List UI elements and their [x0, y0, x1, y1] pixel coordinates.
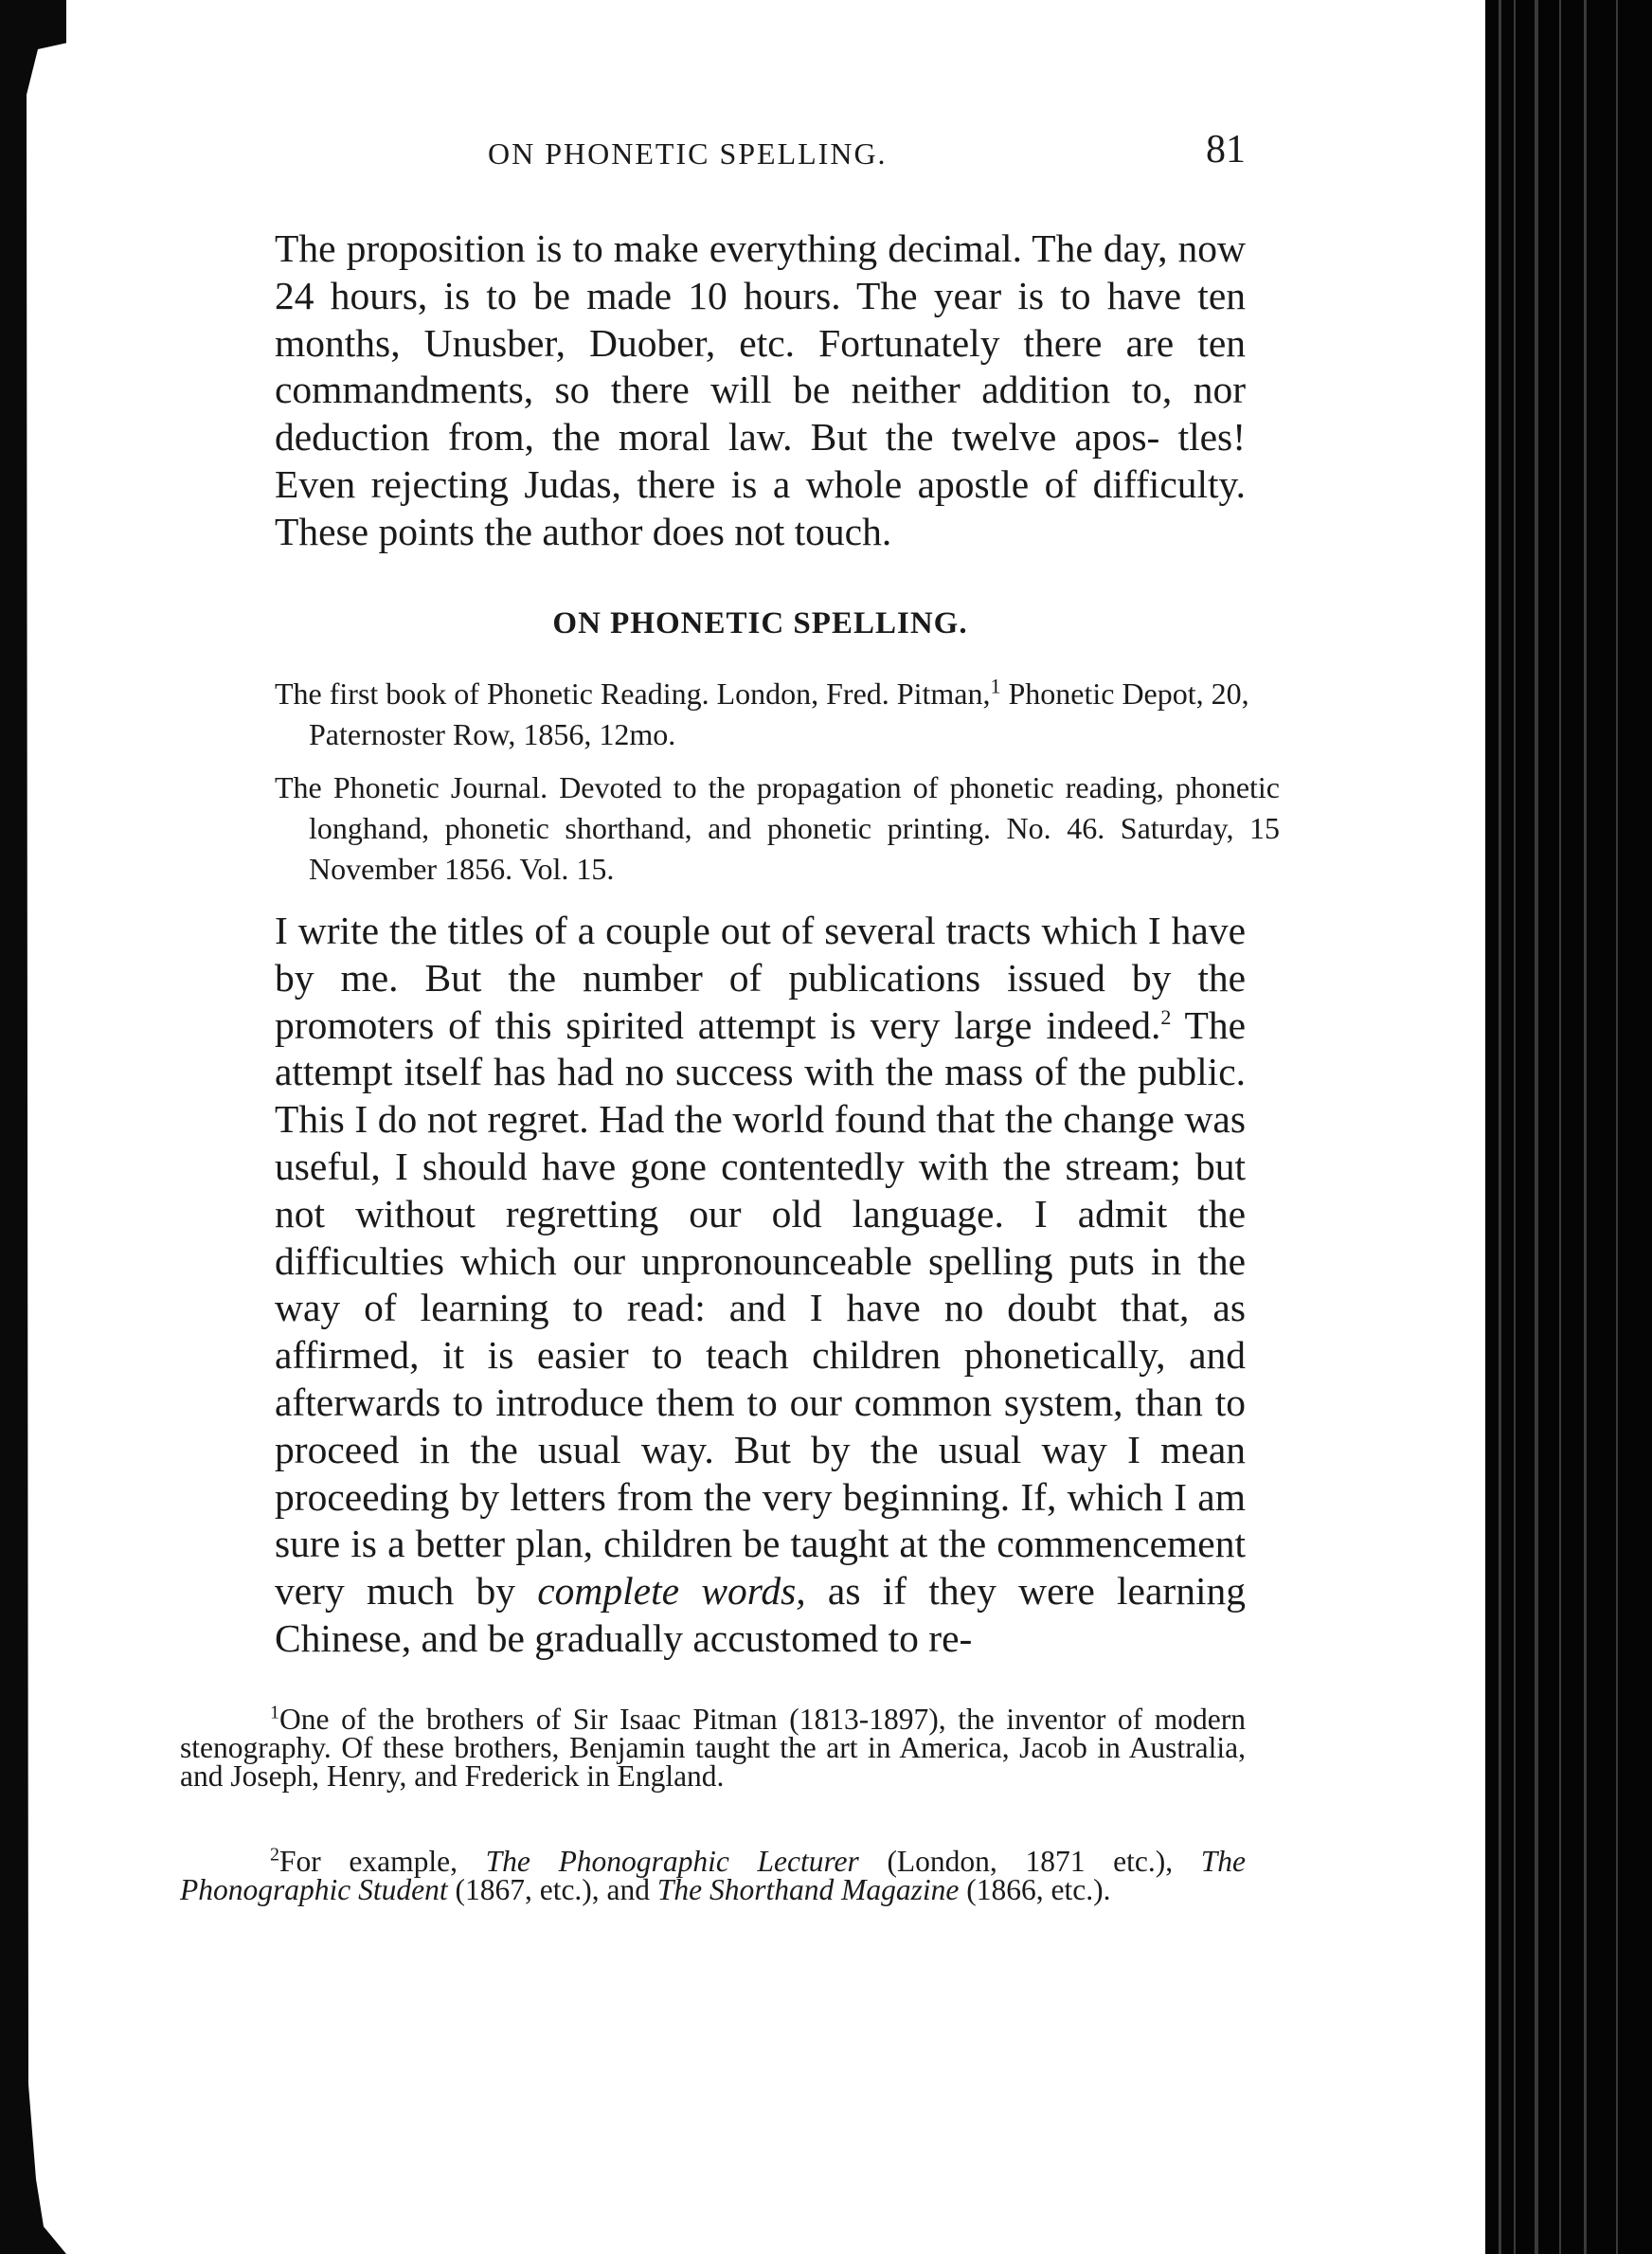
- text-line: the promoters of this spirited attempt is very large indeed.: [275, 955, 1247, 1047]
- text-line: were learning Chinese, and be gradually accustomed to re-: [275, 1569, 1246, 1660]
- footnote-mark: 2: [270, 1844, 279, 1866]
- footnote: $^1$One of the brothers of Sir Isaac Pitman (1813-1897), the inventor of modern stenography. Of these brothers, Benjamin taught the art in America, Jacob in Australia, and Joseph, Henry, and Frederick in England.: [180, 1702, 1246, 1793]
- text-line: The attempt itself has had no success with the mass of the: [275, 1002, 1246, 1094]
- section-title: ON PHONETIC SPELLING.: [552, 606, 968, 640]
- footnote-ref: 2: [1160, 1004, 1172, 1029]
- bibliography-entry: The Phonetic Journal. Devoted to the propagation of phonetic reading, phonetic longhand, phonetic shorthand, and phonetic printing. No. 46. Saturday, 15 November 1856. Vol. 15.: [275, 770, 1280, 886]
- cited-title: The Phonographic Lecturer: [485, 1845, 859, 1878]
- emphasized-text: complete words,: [537, 1569, 806, 1614]
- text-line: tles! Even rejecting Judas, there is a whole apostle of: [275, 415, 1247, 506]
- text-line: the change was useful, I should have gone contentedly with: [275, 1097, 1246, 1188]
- bibliography-entry: The first book of Phonetic Reading. London, Fred. Pitman,$^1$ Phonetic Depot, 20, Paternoster Row, 1856, 12mo.: [275, 674, 1249, 751]
- continuation-paragraph: [275, 225, 1246, 556]
- text-line: I mean proceeding by letters from the very beginning. If,: [275, 1427, 1246, 1519]
- footnote-mark: 1: [270, 1702, 279, 1723]
- text-line: that, as affirmed, it is easier to teach children phonetically,: [275, 1286, 1246, 1378]
- text-line: are ten commandments, so there will be neither addition to,: [275, 320, 1246, 412]
- text-line: I admit the difficulties which our unpronounceable spelling: [275, 1191, 1247, 1283]
- text-line: which I am sure is a better plan, children be taught at the: [275, 1474, 1246, 1566]
- text-line: have ten months, Unusber, Duober, etc. Fortunately there: [275, 273, 1246, 365]
- text-line: the stream; but not without regretting our old language.: [275, 1144, 1247, 1235]
- text-line: difficulty. These points the author does not touch.: [275, 461, 1246, 553]
- running-head-title: ON PHONETIC SPELLING.: [488, 136, 888, 171]
- page-number: 81: [1206, 128, 1246, 171]
- footnote: $^2$For example, The Phonographic Lecturer (London, 1871 etc.), The Phonographic Student (1867, etc.), and The Shorthand Magazine (1866, etc.).: [180, 1844, 1246, 1906]
- text-line: puts in the way of learning to read: and I have no doubt: [275, 1238, 1246, 1330]
- cited-title: The Phonographic Student: [180, 1845, 1246, 1906]
- main-paragraph: [275, 908, 1246, 1663]
- text-line: The proposition is to make everything decimal. The: [275, 226, 1093, 270]
- text-line: than to proceed in the usual way. But by the usual way: [275, 1379, 1247, 1471]
- book-binding-edge: [1485, 0, 1652, 2254]
- footnote-ref: 1: [990, 674, 1001, 698]
- text-line: commencement very much by complete words, as if they: [275, 1522, 1246, 1614]
- text-line: nor deduction from, the moral law. But the twelve apos-: [275, 368, 1247, 460]
- text-line: I write the titles of a couple out of several tracts which: [275, 909, 1138, 952]
- text-line: public. This I do not regret. Had the world found that: [275, 1050, 1247, 1142]
- text-line: I have by me. But the number of publications issued by: [275, 909, 1246, 1000]
- text-line: day, now 24 hours, is to be made 10 hours. The year is to: [275, 226, 1247, 317]
- page-left-edge-shadow: [0, 0, 66, 2254]
- cited-title: The Shorthand Magazine: [656, 1873, 960, 1906]
- text-line: and afterwards to introduce them to our common system,: [275, 1333, 1246, 1424]
- running-head: [275, 128, 1246, 188]
